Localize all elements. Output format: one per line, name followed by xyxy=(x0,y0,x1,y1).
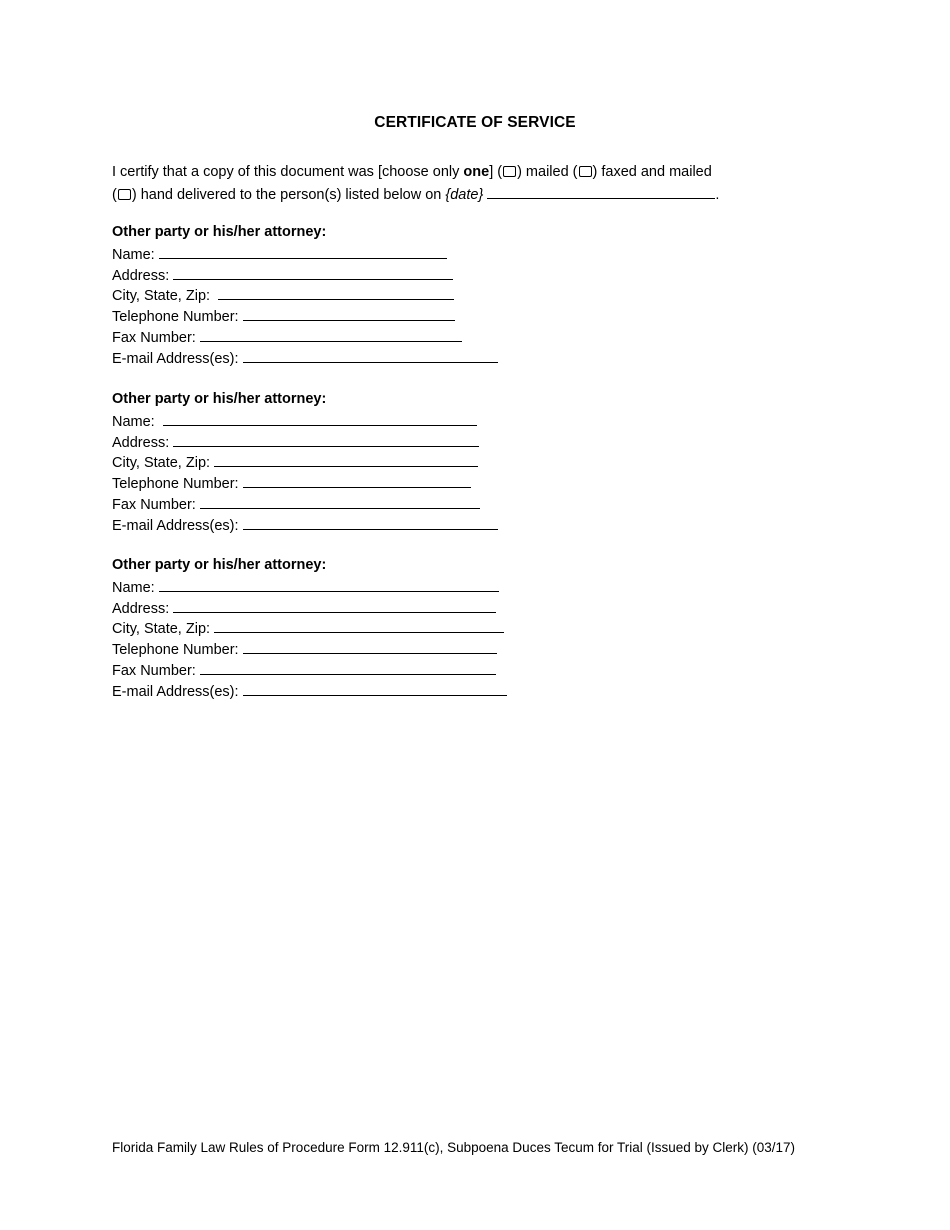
faxed-and-mailed-checkbox[interactable] xyxy=(579,166,592,177)
certification-text: I certify that a copy of this document was [choose only xyxy=(112,164,464,180)
certification-text: ( xyxy=(112,187,117,203)
party-block-1 xyxy=(112,222,498,368)
certification-line-1 xyxy=(112,162,832,183)
address-field[interactable] xyxy=(173,431,479,447)
party-block-2 xyxy=(112,389,498,535)
city-state-zip-field[interactable] xyxy=(214,451,478,467)
fax-field[interactable] xyxy=(200,326,462,342)
mailed-checkbox[interactable] xyxy=(503,166,516,177)
city-state-zip-label: City, State, Zip: xyxy=(112,455,211,472)
certification-statement xyxy=(112,162,832,204)
faxed-and-mailed-label: ) faxed and mailed xyxy=(592,164,712,180)
address-field[interactable] xyxy=(173,597,496,613)
certification-text: ] ( xyxy=(489,164,503,180)
email-field[interactable] xyxy=(243,680,507,696)
name-label: Name: xyxy=(112,579,155,596)
mailed-label: ) mailed ( xyxy=(517,164,578,180)
certification-end: . xyxy=(715,187,720,203)
address-field[interactable] xyxy=(173,264,453,280)
certification-line-2 xyxy=(112,183,832,204)
telephone-label: Telephone Number: xyxy=(112,476,239,493)
party-heading: Other party or his/her attorney: xyxy=(112,557,327,573)
name-field[interactable] xyxy=(159,576,499,592)
party-heading: Other party or his/her attorney: xyxy=(112,224,327,240)
hand-delivered-checkbox[interactable] xyxy=(118,189,131,200)
name-field[interactable] xyxy=(163,410,477,426)
fax-field[interactable] xyxy=(200,659,496,675)
city-state-zip-field[interactable] xyxy=(218,284,454,300)
fax-label: Fax Number: xyxy=(112,662,196,679)
name-label: Name: xyxy=(112,413,155,430)
certification-emphasis: one xyxy=(463,164,490,180)
email-label: E-mail Address(es): xyxy=(112,517,239,534)
telephone-label: Telephone Number: xyxy=(112,642,239,659)
date-field[interactable] xyxy=(487,183,715,199)
fax-field[interactable] xyxy=(200,493,480,509)
telephone-field[interactable] xyxy=(243,472,471,488)
form-footer: Florida Family Law Rules of Procedure Form 12.911(c), Subpoena Duces Tecum for Trial (Issued by Clerk) (03/17) xyxy=(112,1140,796,1155)
address-label: Address: xyxy=(112,434,170,451)
name-label: Name: xyxy=(112,246,155,263)
city-state-zip-field[interactable] xyxy=(214,617,504,633)
party-heading: Other party or his/her attorney: xyxy=(112,391,327,407)
telephone-label: Telephone Number: xyxy=(112,309,239,326)
address-label: Address: xyxy=(112,267,170,284)
email-label: E-mail Address(es): xyxy=(112,683,239,700)
fax-label: Fax Number: xyxy=(112,496,196,513)
address-label: Address: xyxy=(112,600,170,617)
fax-label: Fax Number: xyxy=(112,329,196,346)
email-label: E-mail Address(es): xyxy=(112,350,239,367)
party-block-3 xyxy=(112,555,507,701)
name-field[interactable] xyxy=(159,243,447,259)
telephone-field[interactable] xyxy=(243,305,455,321)
email-field[interactable] xyxy=(243,347,498,363)
date-label: {date} xyxy=(445,187,484,203)
hand-delivered-label: ) hand delivered to the person(s) listed below on xyxy=(131,187,446,203)
page-title: CERTIFICATE OF SERVICE xyxy=(374,114,576,131)
city-state-zip-label: City, State, Zip: xyxy=(112,288,211,305)
city-state-zip-label: City, State, Zip: xyxy=(112,621,211,638)
email-field[interactable] xyxy=(243,514,498,530)
telephone-field[interactable] xyxy=(243,638,497,654)
